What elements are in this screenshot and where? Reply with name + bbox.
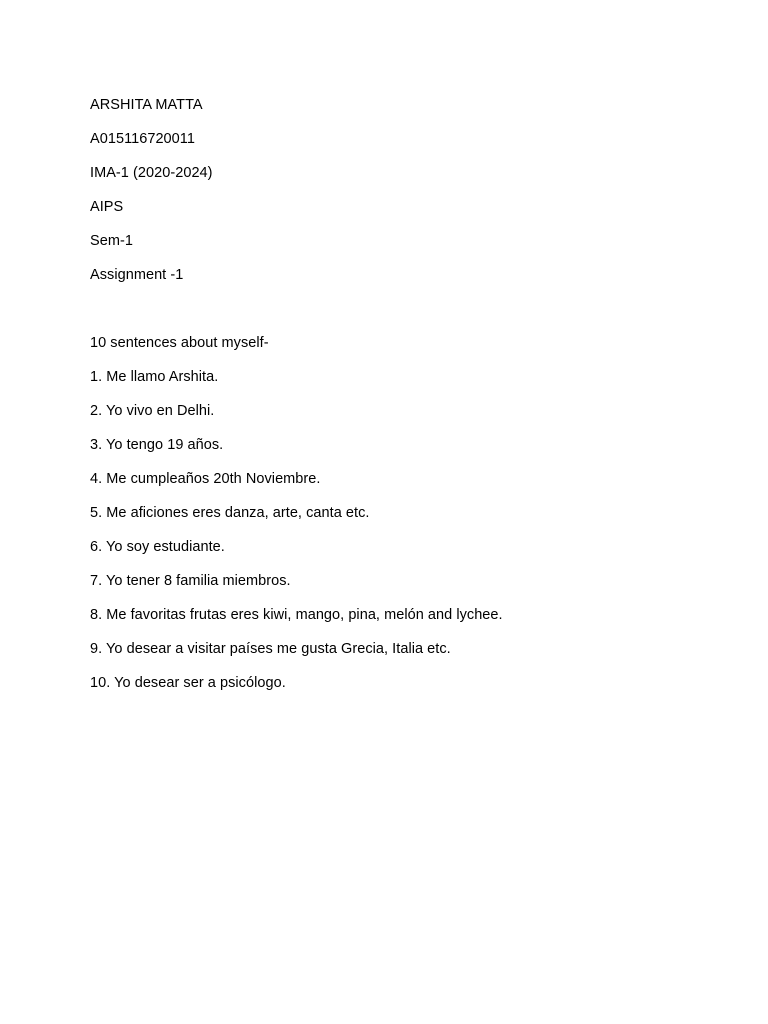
sentence-line: 4. Me cumpleaños 20th Noviembre.: [90, 471, 321, 487]
enrollment-number: A015116720011: [90, 131, 195, 147]
intro-line: 10 sentences about myself-: [90, 335, 269, 351]
sentence-line: 9. Yo desear a visitar países me gusta Grecia, Italia etc.: [90, 641, 451, 657]
sentence-line: 6. Yo soy estudiante.: [90, 539, 225, 555]
sentence-line: 2. Yo vivo en Delhi.: [90, 403, 215, 419]
sentence-line: 10. Yo desear ser a psicólogo.: [90, 675, 286, 691]
sentence-line: 5. Me aficiones eres danza, arte, canta etc.: [90, 505, 370, 521]
assignment-title: Assignment -1: [90, 267, 184, 283]
blank-line: [90, 299, 730, 333]
student-name: ARSHITA MATTA: [90, 97, 203, 113]
sentence-line: 3. Yo tengo 19 años.: [90, 437, 224, 453]
sentence-line: 8. Me favoritas frutas eres kiwi, mango, pina, melón and lychee.: [90, 607, 503, 623]
sentence-line: 7. Yo tener 8 familia miembros.: [90, 573, 291, 589]
program-line: IMA-1 (2020-2024): [90, 165, 213, 181]
semester-line: Sem-1: [90, 233, 133, 249]
sentence-line: 1. Me llamo Arshita.: [90, 369, 219, 385]
institute-line: AIPS: [90, 199, 124, 215]
document-content: [90, 95, 730, 707]
